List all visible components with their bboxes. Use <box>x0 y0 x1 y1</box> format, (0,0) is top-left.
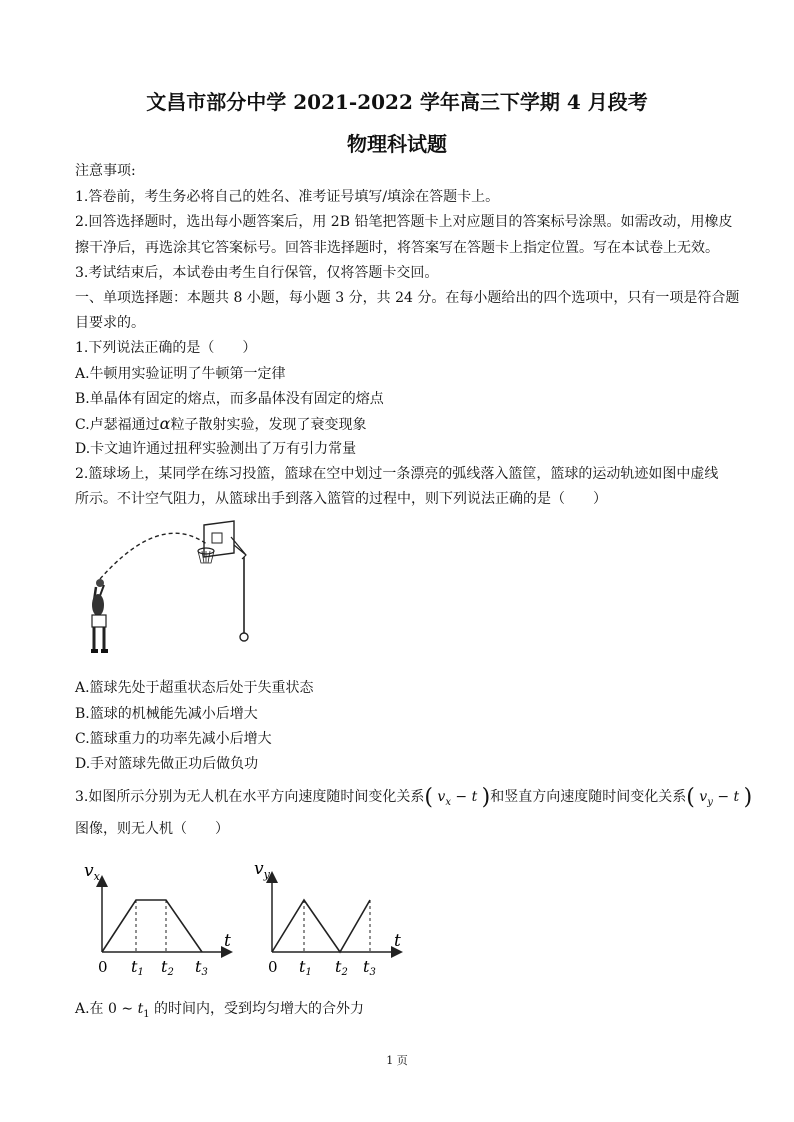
page-number: 1 页 <box>386 1054 408 1067</box>
t3-label: t3 <box>195 957 208 978</box>
notes-heading: 注意事项: <box>75 163 136 179</box>
t2-label: t2 <box>335 957 348 978</box>
vx-t-label: ( $v_x - t$ ) <box>424 785 491 810</box>
player-figure <box>91 579 108 651</box>
t-axis-label: t <box>394 931 401 951</box>
t1-label: t1 <box>131 957 144 978</box>
backboard <box>204 521 234 557</box>
note-item-3: 3.考试结束后，本试卷由考生自行保管，仅将答题卡交回。 <box>75 265 439 281</box>
q1-option-c-pre: C.卢瑟福通过 <box>75 417 160 433</box>
q2-option-c: C.篮球重力的功率先减小后增大 <box>75 731 272 747</box>
vy-t-label: ( $v_y - t$ ) <box>686 785 753 810</box>
note-item-1: 1.答卷前，考生务必将自己的姓名、准考证号填写/填涂在答题卡上。 <box>75 189 500 205</box>
q1-option-d: D.卡文迪许通过扭秤实验测出了万有引力常量 <box>75 441 357 457</box>
q1-option-c <box>75 416 366 433</box>
time-range: 0 ∼ $t_1$ <box>103 1001 150 1020</box>
alpha-symbol: α <box>159 414 171 433</box>
hoop-support <box>231 537 246 559</box>
vy-t-graph <box>250 850 410 980</box>
q1-stem: 1.下列说法正确的是（ ） <box>75 340 257 356</box>
q3-option-a <box>75 1000 364 1024</box>
vx-curve <box>102 900 202 952</box>
origin-label: 0 <box>268 958 278 976</box>
q2-option-b: B.篮球的机械能先减小后增大 <box>75 706 258 722</box>
note-item-2: 2.回答选择题时，选出每小题答案后，用 2B 铅笔把答题卡上对应题目的答案标号涂黑。如需改动，用橡皮 <box>75 214 733 230</box>
section-heading-cont: 目要求的。 <box>75 315 145 331</box>
q2-option-a: A.篮球先处于超重状态后处于失重状态 <box>75 680 314 696</box>
q3-option-a-pre: A.在 <box>75 1001 104 1017</box>
q2-option-d: D.手对篮球先做正功后做负功 <box>75 756 259 772</box>
section-heading: 一、单项选择题：本题共 8 小题，每小题 3 分，共 24 分。在每小题给出的四个选项中，只有一项是符合题 <box>75 290 740 306</box>
vx-axis-label: $v_x$ <box>84 861 100 883</box>
q3-stem <box>75 787 752 813</box>
t1-label: t1 <box>299 957 312 978</box>
basketball-illustration <box>76 515 266 670</box>
q1-option-b: B.单晶体有固定的熔点，而多晶体没有固定的熔点 <box>75 391 384 407</box>
vy-curve <box>272 900 370 952</box>
t3-label: t3 <box>363 957 376 978</box>
exam-subtitle: 物理科试题 <box>347 132 447 156</box>
q2-stem: 2.篮球场上，某同学在练习投篮，篮球在空中划过一条漂亮的弧线落入篮筐，篮球的运动轨迹如图中虚线 <box>75 466 719 482</box>
q1-option-c-post: 粒子散射实验，发现了衰变现象 <box>170 417 367 433</box>
q3-stem-mid: 和竖直方向速度随时间变化关系 <box>490 789 687 805</box>
q3-stem-pre: 3.如图所示分别为无人机在水平方向速度随时间变化关系 <box>75 789 425 805</box>
t-axis-label: t <box>224 931 231 951</box>
q2-stem-cont: 所示。不计空气阻力，从篮球出手到落入篮管的过程中，则下列说法正确的是（ ） <box>75 491 607 507</box>
t2-label: t2 <box>161 957 174 978</box>
vx-t-graph <box>80 850 240 980</box>
q3-stem-cont: 图像，则无人机（ ） <box>75 821 229 837</box>
vy-axis-label: $v_y$ <box>254 859 270 881</box>
exam-title: 文昌市部分中学 2021-2022 学年高三下学期 4 月段考 <box>146 90 648 114</box>
origin-label: 0 <box>98 958 108 976</box>
q3-option-a-post: 的时间内，受到均匀增大的合外力 <box>154 1001 365 1017</box>
q1-option-a: A.牛顿用实验证明了牛顿第一定律 <box>75 366 286 382</box>
note-item-2-cont: 擦干净后，再选涂其它答案标号。回答非选择题时，将答案写在答题卡上指定位置。写在本试卷上无效。 <box>75 240 719 256</box>
ball-trajectory <box>100 533 208 579</box>
